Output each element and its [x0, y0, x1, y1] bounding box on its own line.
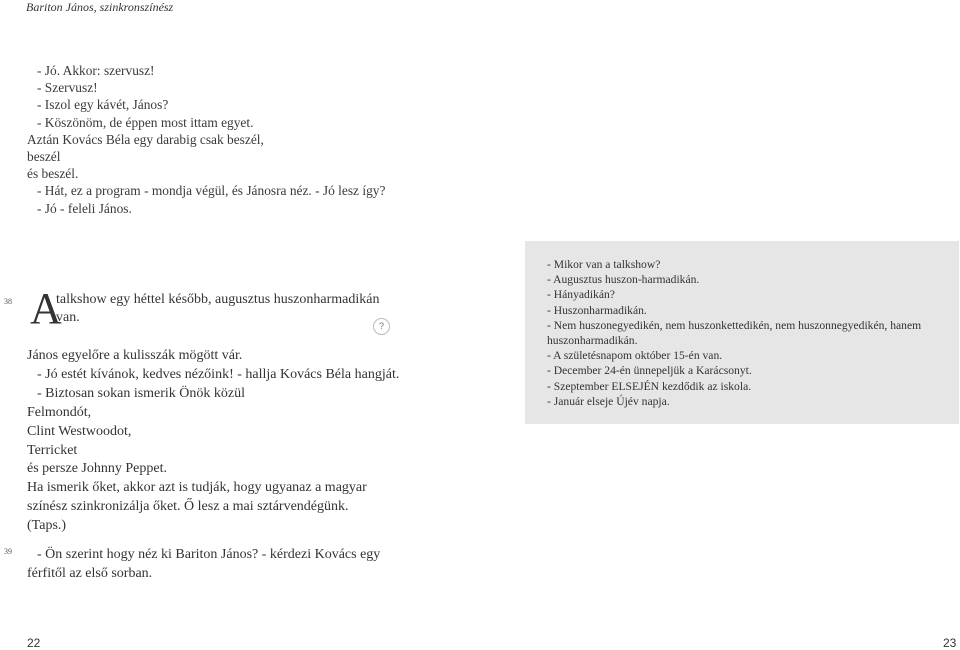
page-number-right: 23	[943, 636, 957, 650]
narration-line: Felmondót,	[27, 404, 92, 420]
narration-line: Clint Westwoodot,	[27, 423, 132, 439]
list-item: - Január elseje Újév napja.	[547, 394, 670, 408]
drop-cap-line-1: talkshow egy héttel később, augusztus huszonharmadikán	[56, 292, 380, 307]
list-item: - Szeptember ELSEJÉN kezdődik az iskola.	[547, 379, 752, 393]
dialogue-line: - Hát, ez a program - mondja végül, és Jánosra néz. - Jó lesz így?	[37, 183, 386, 199]
line-number: 38	[4, 297, 12, 306]
list-item: - A születésnapom október 15-én van.	[547, 349, 723, 363]
list-item: huszonharmadikán.	[547, 334, 638, 348]
dialogue-line: - Jó estét kívánok, kedves nézőink! - hallja Kovács Béla hangját.	[37, 366, 400, 382]
dialogue-line: - Köszönöm, de éppen most ittam egyet.	[37, 114, 254, 130]
dialogue-line: - Jó. Akkor: szervusz!	[37, 63, 155, 78]
narration-line: beszél	[27, 149, 61, 165]
list-item: - Nem huszonegyedikén, nem huszonkettedikén, nem huszonnegyedikén, hanem	[547, 318, 922, 332]
list-item: - December 24-én ünnepeljük a Karácsonyt.	[547, 364, 752, 378]
drop-cap-line-2: van.	[56, 310, 80, 325]
narration-line: színész szinkronizálja őket. Ő lesz a mai sztárvendégünk.	[27, 499, 349, 515]
dialogue-line: - Jó - feleli János.	[37, 200, 132, 216]
list-item: - Mikor van a talkshow?	[547, 258, 661, 271]
running-head: Bariton János, szinkronszínész	[26, 0, 174, 14]
narration-line: Terricket	[27, 442, 78, 458]
narration-line: János egyelőre a kulisszák mögött vár.	[27, 348, 243, 363]
list-item: - Augusztus huszon-harmadikán.	[547, 273, 700, 287]
line-number: 39	[4, 547, 12, 556]
drop-cap: A	[30, 284, 62, 333]
closing-paragraph	[27, 545, 427, 583]
dialogue-line: - Szervusz!	[37, 80, 98, 96]
question-mark-icon[interactable]: ?	[373, 318, 390, 335]
narration-line: Aztán Kovács Béla egy darabig csak beszél,	[27, 131, 264, 147]
page-number-left: 22	[27, 636, 41, 650]
dialogue-line: - Biztosan sokan ismerik Önök közül	[37, 385, 246, 401]
narration-line: (Taps.)	[27, 518, 67, 534]
dialogue-block-intro	[27, 62, 385, 217]
narration-line: Ha ismerik őket, akkor azt is tudják, hogy ugyanaz a magyar	[27, 480, 367, 496]
main-text-block	[27, 347, 427, 536]
sidebar-exercise-box	[525, 241, 959, 424]
dialogue-line: - Iszol egy kávét, János?	[37, 97, 169, 113]
list-item: - Huszonharmadikán.	[547, 303, 647, 317]
list-item: - Hányadikán?	[547, 288, 615, 302]
narration-line: férfitől az első sorban.	[27, 566, 153, 581]
narration-line: és beszél.	[27, 166, 79, 182]
exercise-list	[547, 257, 955, 409]
narration-line: és persze Johnny Peppet.	[27, 461, 167, 477]
dialogue-line: - Ön szerint hogy néz ki Bariton János? - kérdezi Kovács egy	[37, 547, 381, 562]
